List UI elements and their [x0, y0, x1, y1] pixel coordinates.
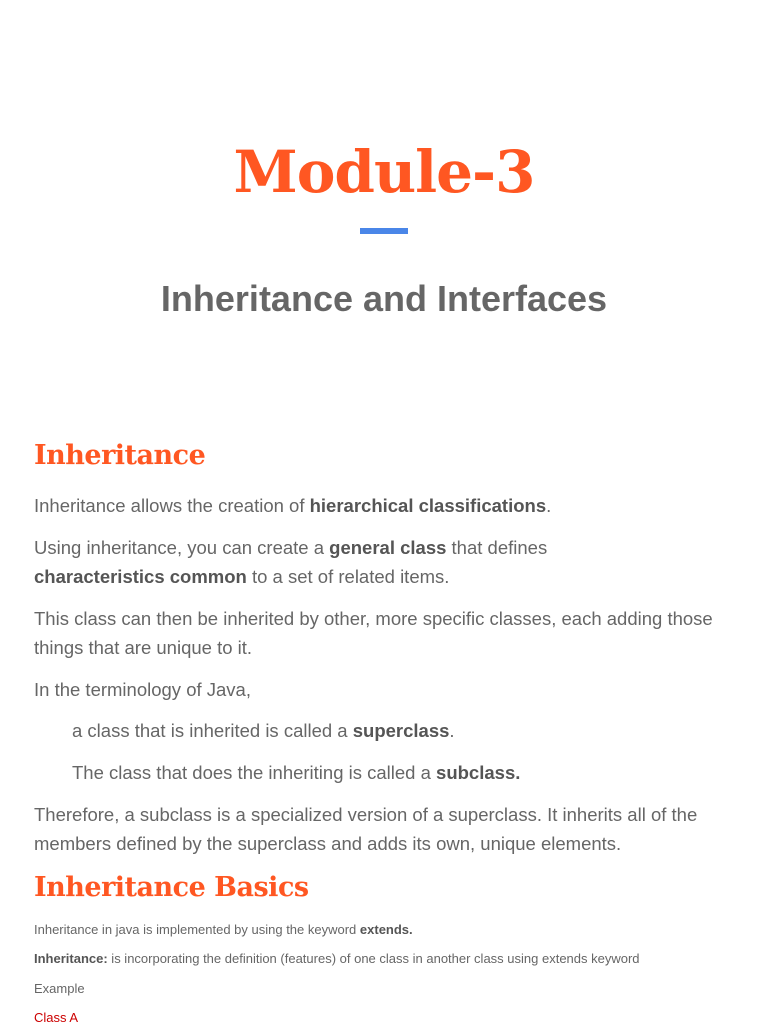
inheritance-p6	[34, 758, 744, 787]
basics-l4	[34, 1009, 744, 1024]
p1-text-c: .	[546, 495, 552, 516]
p2-text-e: to a set of related items.	[246, 566, 450, 587]
basics-l2	[34, 950, 744, 968]
p3-text: This class can then be inherited by other, more specific classes, each adding those things that are unique to it.	[34, 608, 713, 658]
p2-bold-1: general class	[329, 537, 447, 558]
p6-text-a: The class that does the inheriting is called a	[72, 762, 437, 783]
basics-section	[34, 872, 744, 903]
basics-heading: Inheritance Basics	[34, 872, 309, 903]
inheritance-section	[34, 440, 744, 471]
l2-bold: Inheritance:	[34, 951, 108, 966]
p5-text-c: .	[449, 720, 455, 741]
p2-text-c: that defines	[446, 537, 548, 558]
inheritance-p4	[34, 675, 744, 704]
l2-text-b: is incorporating the definition (features) of one class in another class using extends keyword	[107, 951, 640, 966]
p5-bold: superclass	[352, 720, 450, 741]
p1-bold: hierarchical classifications	[309, 495, 547, 516]
title-divider	[360, 228, 408, 234]
code-class-a: Class A	[34, 1010, 79, 1024]
basics-l1	[34, 921, 744, 939]
inheritance-p1	[34, 491, 744, 520]
inheritance-p7	[34, 800, 744, 858]
basics-l3	[34, 980, 744, 998]
p4-text: In the terminology of Java,	[34, 679, 251, 700]
module-title: Module-3	[233, 138, 535, 206]
inheritance-heading: Inheritance	[34, 440, 206, 471]
p5-text-a: a class that is inherited is called a	[72, 720, 353, 741]
p2-text-a: Using inheritance, you can create a	[34, 537, 330, 558]
inheritance-p2	[34, 533, 744, 591]
l1-text-a: Inheritance in java is implemented by using the keyword	[34, 922, 360, 937]
p1-text-a: Inheritance allows the creation of	[34, 495, 310, 516]
module-subtitle: Inheritance and Interfaces	[160, 278, 608, 319]
l1-bold: extends.	[359, 922, 413, 937]
p7-text: Therefore, a subclass is a specialized version of a superclass. It inherits all of the members defined by the superclass and adds its own, unique elements.	[34, 804, 698, 854]
p2-bold-2: characteristics common	[34, 566, 247, 587]
p6-bold: subclass.	[436, 762, 521, 783]
inheritance-p5	[34, 716, 744, 745]
inheritance-p3	[34, 604, 744, 662]
l3-text: Example	[34, 981, 85, 996]
